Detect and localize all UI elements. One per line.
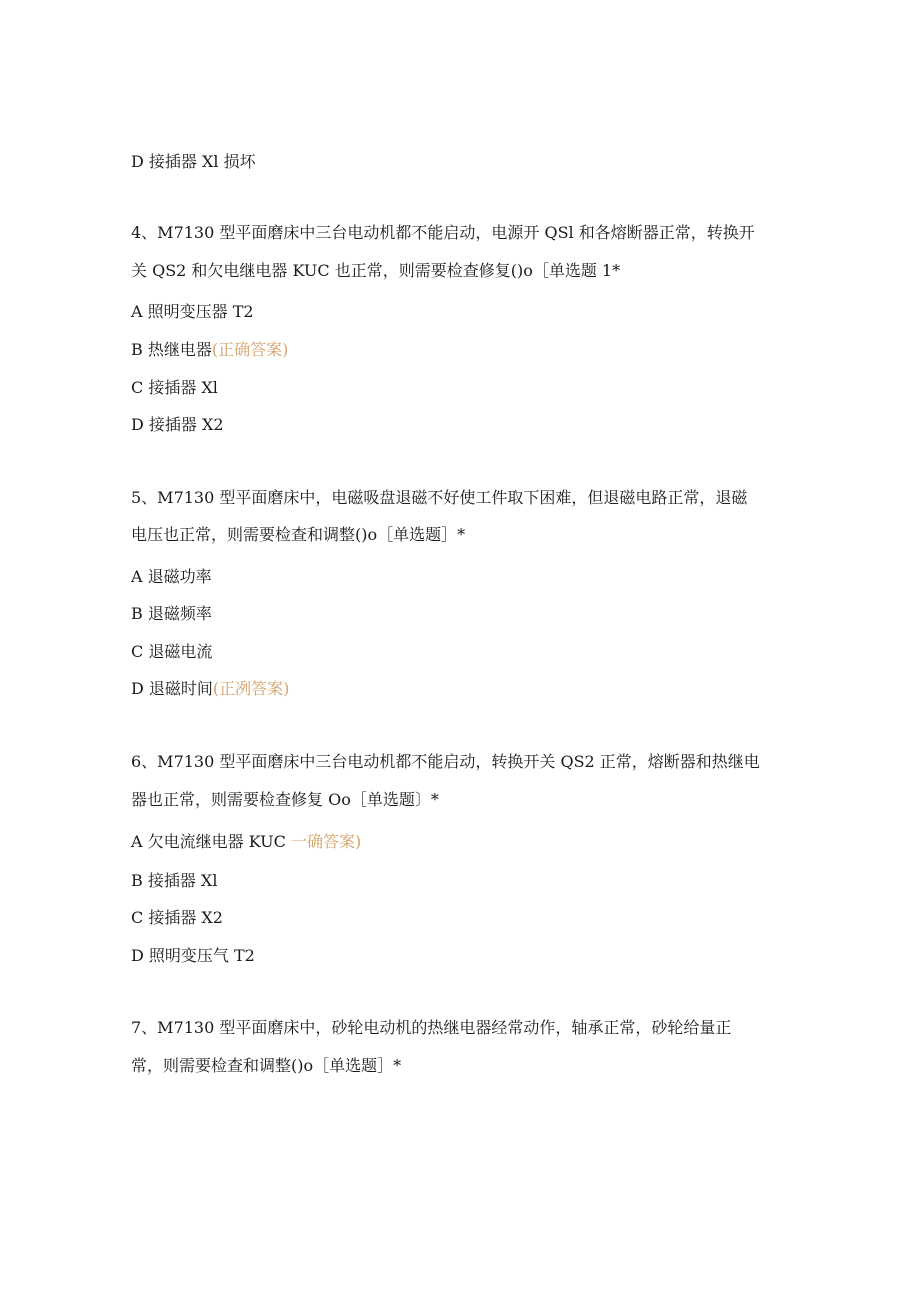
q5-text-line1: 5、M7130 型平面磨床中，电磁吸盘退磁不好使工件取下困难，但退磁电路正常，退磁 bbox=[131, 488, 748, 507]
q4-text-line1: 4、M7130 型平面磨床中三台电动机都不能启动，电源开 QSl 和各熔断器正常，转换开 bbox=[131, 223, 755, 242]
q6-option-c: C 接插器 X2 bbox=[131, 908, 223, 927]
q6-option-d: D 照明变压气 T2 bbox=[131, 946, 255, 965]
q5-option-d-label: D 退磁时间 bbox=[131, 679, 213, 698]
q4-option-c: C 接插器 Xl bbox=[131, 378, 218, 397]
q7-text-line2: 常，则需要检查和调整()o［单选题］* bbox=[131, 1056, 402, 1075]
q6-correct-answer-mark: 一确答案) bbox=[290, 832, 362, 851]
q6-option-a bbox=[131, 832, 361, 852]
q6-option-a-label: A 欠电流继电器 KUC bbox=[131, 832, 286, 851]
q6-option-b: B 接插器 Xl bbox=[131, 871, 218, 890]
q5-option-c: C 退磁电流 bbox=[131, 642, 213, 661]
q4-option-b bbox=[131, 340, 288, 360]
q7-text-line1: 7、M7130 型平面磨床中，砂轮电动机的热继电器经常动作，轴承正常，砂轮给量正 bbox=[131, 1018, 732, 1037]
q6-text-line1: 6、M7130 型平面磨床中三台电动机都不能启动，转换开关 QS2 正常，熔断器和热继电 bbox=[131, 752, 760, 771]
q5-option-a: A 退磁功率 bbox=[131, 567, 212, 586]
q6-text-line2: 器也正常，则需要检查修复 Oo［单选题〕* bbox=[131, 790, 439, 809]
q5-text-line2: 电压也正常，则需要检查和调整()o［单选题］* bbox=[131, 525, 466, 544]
q5-option-d bbox=[131, 679, 289, 699]
q4-text-line2: 关 QS2 和欠电继电器 KUC 也正常，则需要检查修复()o［单选题 1* bbox=[131, 261, 621, 280]
q5-option-b: B 退磁频率 bbox=[131, 604, 212, 623]
q4-option-b-label: B 热继电器 bbox=[131, 340, 212, 359]
q3-option-d: D 接插器 Xl 损坏 bbox=[131, 152, 256, 171]
q5-correct-answer-mark: (正冽答案) bbox=[212, 679, 290, 698]
q4-option-a: A 照明变压器 T2 bbox=[131, 302, 254, 321]
q4-option-d: D 接插器 X2 bbox=[131, 415, 224, 434]
q4-correct-answer-mark: (正确答案) bbox=[211, 340, 289, 359]
